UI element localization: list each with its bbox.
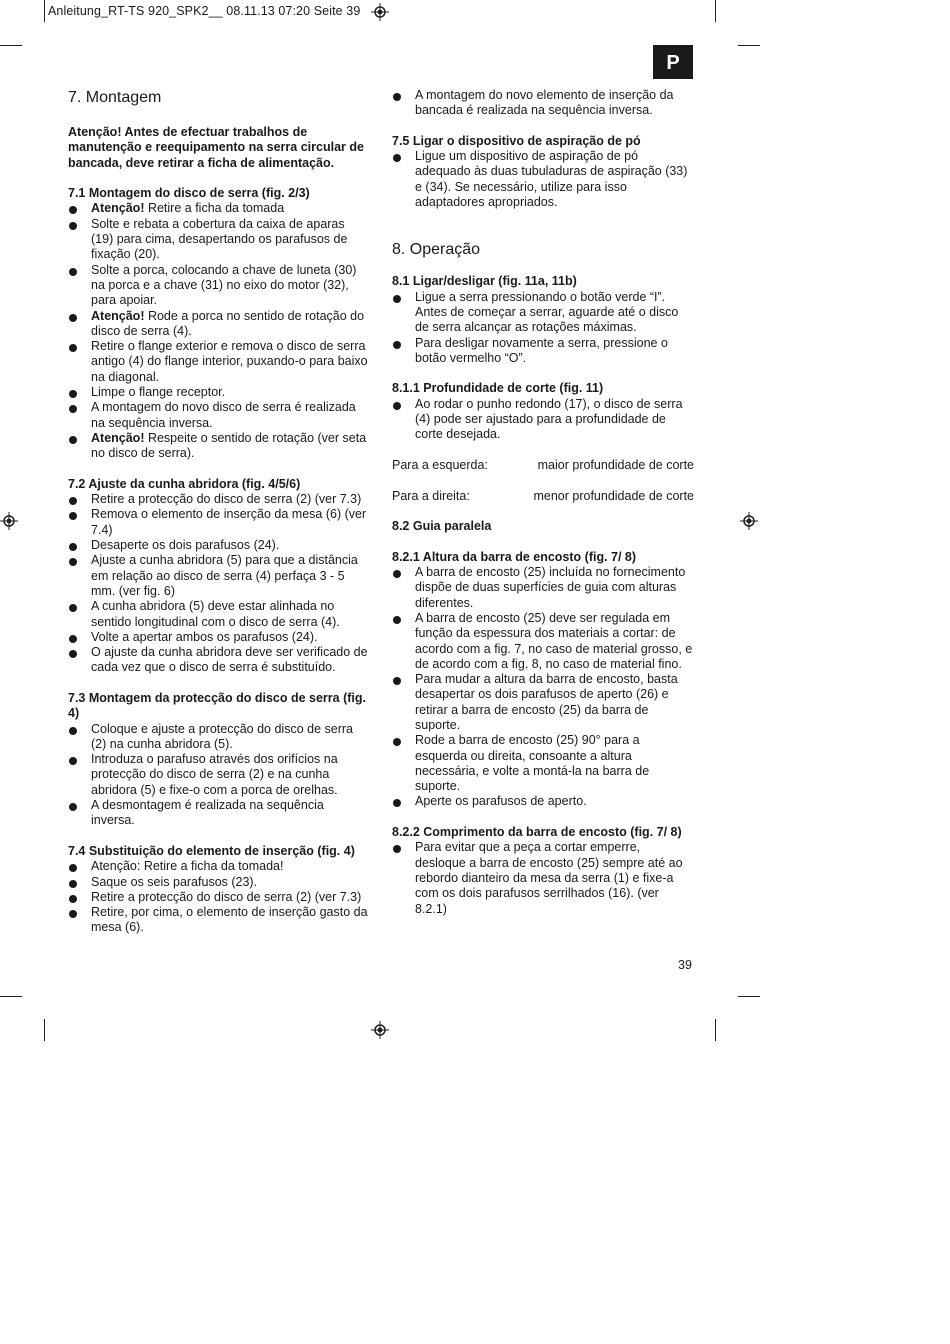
registration-mark-icon <box>0 512 18 530</box>
list-item: Remova o elemento de inserção da mesa (6) (ver 7.4) <box>68 507 368 538</box>
depth-result: maior profundidade de corte <box>537 457 694 472</box>
list-item: Retire a protecção do disco de serra (2) (ver 7.3) <box>68 492 368 507</box>
list-item: Rode a barra de encosto (25) 90° para a esquerda ou direita, consoante a altura necessária, e volte a montá-la na barra de suporte. <box>392 733 694 794</box>
subsection-title: 7.3 Montagem da protecção do disco de serra (fig. 4) <box>68 690 366 721</box>
list-item: A cunha abridora (5) deve estar alinhada no sentido longitudinal com o disco de serra (4). <box>68 599 368 630</box>
s74-list <box>68 859 368 935</box>
list-item: Atenção! Respeite o sentido de rotação (ver seta no disco de serra). <box>68 431 368 462</box>
crop-mark <box>44 0 45 22</box>
registration-mark-icon <box>371 1021 389 1039</box>
subsection-title: 8.2 Guia paralela <box>392 519 492 534</box>
section-title: 7. Montagem <box>68 89 162 106</box>
list-item: A montagem do novo disco de serra é realizada na sequência inversa. <box>68 400 368 431</box>
list-item: Solte a porca, colocando a chave de luneta (30) na porca e a chave (31) no eixo do motor (32), para apoiar. <box>68 263 368 309</box>
registration-mark-icon <box>371 3 389 21</box>
list-item: Desaperte os dois parafusos (24). <box>68 538 368 553</box>
left-column <box>68 88 368 936</box>
list-item: Para desligar novamente a serra, pressione o botão vermelho “O”. <box>392 336 694 367</box>
list-item: Retire, por cima, o elemento de inserção gasto da mesa (6). <box>68 905 368 936</box>
subsection-title: 8.2.2 Comprimento da barra de encosto (fig. 7/ 8) <box>392 825 682 840</box>
list-item: Introduza o parafuso através dos orifícios na protecção do disco de serra (2) e na cunha abridora (5) e fixe-o com a porca de orelhas. <box>68 752 368 798</box>
list-item: Ligue um dispositivo de aspiração de pó adequado às duas tubuladuras de aspiração (33) e (34). Se necessário, utilize para isso adaptadores apropriados. <box>392 149 694 210</box>
depth-row <box>392 458 694 473</box>
list-item: O ajuste da cunha abridora deve ser verificado de cada vez que o disco de serra é substituído. <box>68 645 368 676</box>
crop-mark <box>715 1019 716 1041</box>
list-item: Solte e rebata a cobertura da caixa de aparas (19) para cima, desapertando os parafusos de fixação (20). <box>68 217 368 263</box>
registration-mark-icon <box>740 512 758 530</box>
s811-list <box>392 397 694 443</box>
subsection-title: 8.1 Ligar/desligar (fig. 11a, 11b) <box>392 274 577 289</box>
page-number: 39 <box>678 958 692 972</box>
list-item: Retire a protecção do disco de serra (2) (ver 7.3) <box>68 890 368 905</box>
list-item: A desmontagem é realizada na sequência inversa. <box>68 798 368 829</box>
subsection-title: 7.4 Substituição do elemento de inserção (fig. 4) <box>68 843 355 858</box>
list-item: Retire o flange exterior e remova o disco de serra antigo (4) do flange interior, puxando-o para baixo na diagonal. <box>68 339 368 385</box>
list-item: Atenção! Retire a ficha da tomada <box>68 201 368 216</box>
list-item: Para evitar que a peça a cortar emperre, desloque a barra de encosto (25) sempre até ao rebordo dianteiro da mesa da serra (1) e fixe-a com os dois parafusos serrilhados (16). (ver 8.2.1) <box>392 840 694 916</box>
s73-list <box>68 722 368 829</box>
list-item: Ligue a serra pressionando o botão verde “I”. Antes de começar a serrar, aguarde até o disco de serra alcançar as rotações máximas. <box>392 290 694 336</box>
depth-direction: Para a direita: <box>392 488 470 503</box>
list-item: Para mudar a altura da barra de encosto, basta desapertar os dois parafusos de aperto (26) e retirar a barra de encosto (25) da barra de suporte. <box>392 672 694 733</box>
list-item: A barra de encosto (25) deve ser regulada em função da espessura dos materiais a cortar: de acordo com a fig. 7, no caso de material grosso, e de acordo com a fig. 8, no caso de material fino. <box>392 611 694 672</box>
list-item: Coloque e ajuste a protecção do disco de serra (2) na cunha abridora (5). <box>68 722 368 753</box>
safety-warning: Atenção! Antes de efectuar trabalhos de manutenção e reequipamento na serra circular de bancada, deve retirar a ficha de alimentação. <box>68 125 364 170</box>
subsection-title: 7.5 Ligar o dispositivo de aspiração de pó <box>392 133 641 148</box>
list-item: Atenção: Retire a ficha da tomada! <box>68 859 368 874</box>
crop-mark <box>738 996 760 997</box>
list-item: Ajuste a cunha abridora (5) para que a distância em relação ao disco de serra (4) perfaça 3 - 5 mm. (ver fig. 6) <box>68 553 368 599</box>
list-item: Aperte os parafusos de aperto. <box>392 794 694 809</box>
s74-continued-list <box>392 88 694 119</box>
depth-direction: Para a esquerda: <box>392 457 488 472</box>
depth-result: menor profundidade de corte <box>533 488 694 503</box>
list-item: Limpe o flange receptor. <box>68 385 368 400</box>
list-item: Saque os seis parafusos (23). <box>68 875 368 890</box>
crop-mark <box>738 45 760 46</box>
s822-list <box>392 840 694 916</box>
crop-mark <box>44 1019 45 1041</box>
list-item: A barra de encosto (25) incluída no fornecimento dispõe de duas superfícies de guia com alturas diferentes. <box>392 565 694 611</box>
crop-mark <box>0 45 22 46</box>
s81-list <box>392 290 694 366</box>
crop-mark <box>715 0 716 22</box>
crop-mark <box>0 996 22 997</box>
subsection-title: 7.2 Ajuste da cunha abridora (fig. 4/5/6) <box>68 476 301 491</box>
s71-list <box>68 201 368 461</box>
subsection-title: 8.1.1 Profundidade de corte (fig. 11) <box>392 381 604 396</box>
list-item: Atenção! Rode a porca no sentido de rotação do disco de serra (4). <box>68 309 368 340</box>
language-tab: P <box>653 45 693 79</box>
list-item: Ao rodar o punho redondo (17), o disco de serra (4) pode ser ajustado para a profundidade de corte desejada. <box>392 397 694 443</box>
list-item: Volte a apertar ambos os parafusos (24). <box>68 630 368 645</box>
s75-list <box>392 149 694 210</box>
print-header: Anleitung_RT-TS 920_SPK2__ 08.11.13 07:20 Seite 39 <box>48 4 361 18</box>
list-item: A montagem do novo elemento de inserção da bancada é realizada na sequência inversa. <box>392 88 694 119</box>
subsection-title: 7.1 Montagem do disco de serra (fig. 2/3) <box>68 186 310 201</box>
subsection-title: 8.2.1 Altura da barra de encosto (fig. 7/ 8) <box>392 549 637 564</box>
section-title: 8. Operação <box>392 241 481 259</box>
s821-list <box>392 565 694 810</box>
right-column <box>392 88 694 917</box>
s72-list <box>68 492 368 676</box>
depth-row <box>392 489 694 504</box>
